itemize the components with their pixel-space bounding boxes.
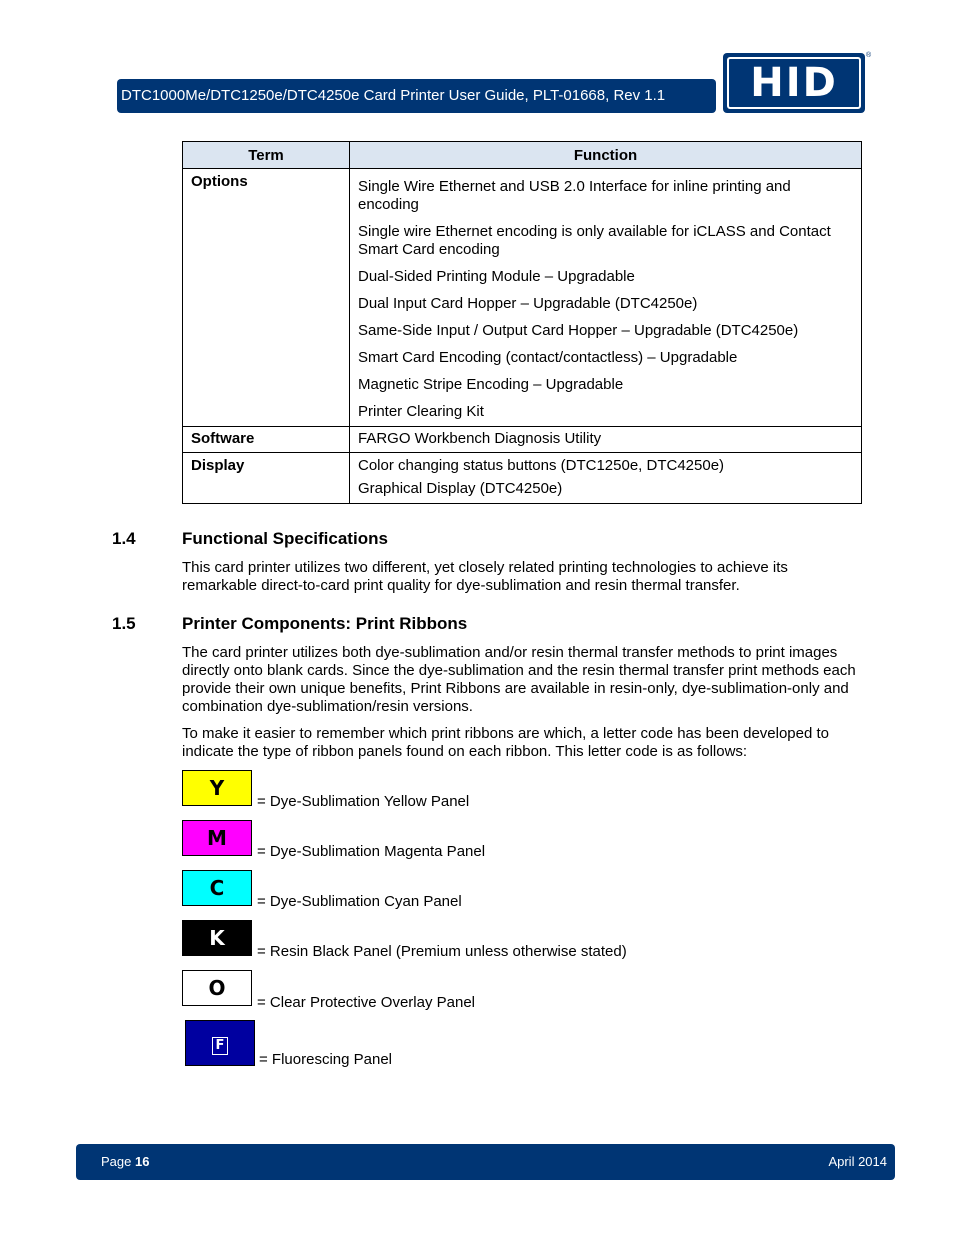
function-cell	[350, 169, 862, 427]
section-paragraph: The card printer utilizes both dye-sublimation and/or resin thermal transfer methods to print images directly onto blank cards. Since the dye-sublimation and the resin thermal transfer print methods each provide their own unique benefits, Print Ribbons are available in resin-only, dye-sublimation-only and combination dye-sublimation/resin versions.	[182, 644, 856, 715]
table-row	[183, 427, 862, 453]
registered-mark: ®	[866, 52, 872, 59]
term-cell: Software	[183, 427, 350, 453]
hid-logo-text: HID	[727, 57, 861, 109]
function-line: Magnetic Stripe Encoding – Upgradable	[358, 376, 624, 393]
panel-label: = Dye-Sublimation Magenta Panel	[257, 843, 486, 860]
function-line: Single Wire Ethernet and USB 2.0 Interface for inline printing and encoding	[358, 178, 791, 213]
panel-label: = Fluorescing Panel	[259, 1051, 392, 1068]
function-line: Single wire Ethernet encoding is only available for iCLASS and Contact Smart Card encoding	[358, 223, 831, 258]
table-row	[183, 453, 862, 504]
panel-label: = Dye-Sublimation Cyan Panel	[257, 893, 462, 910]
cyan-panel-swatch: C	[182, 870, 252, 906]
overlay-panel-swatch: O	[182, 970, 252, 1006]
panel-label: = Clear Protective Overlay Panel	[257, 994, 476, 1011]
function-line: Graphical Display (DTC4250e)	[358, 480, 563, 497]
column-header-function: Function	[350, 142, 862, 169]
fluorescing-letter: F	[212, 1037, 228, 1055]
section-paragraph: To make it easier to remember which print ribbons are which, a letter code has been developed to indicate the type of ribbon panels found on each ribbon. This letter code is as follows:	[182, 725, 830, 760]
term-cell: Display	[183, 453, 350, 504]
function-line: Dual-Sided Printing Module – Upgradable	[358, 268, 635, 285]
specifications-table	[182, 141, 862, 504]
table-row	[183, 169, 862, 427]
section-paragraph: This card printer utilizes two different, yet closely related printing technologies to achieve its remarkable direct-to-card print quality for dye-sublimation and resin thermal transfer.	[182, 559, 788, 594]
section-number: 1.5	[112, 614, 136, 633]
panel-label: = Dye-Sublimation Yellow Panel	[257, 793, 470, 810]
document-title: DTC1000Me/DTC1250e/DTC4250e Card Printer User Guide, PLT-01668, Rev 1.1	[121, 87, 666, 104]
term-cell: Options	[183, 169, 350, 427]
page-number: 16	[135, 1154, 150, 1169]
hid-logo	[723, 53, 865, 113]
column-header-term: Term	[183, 142, 350, 169]
section-heading: Functional Specifications	[182, 529, 388, 548]
function-line: Same-Side Input / Output Card Hopper – Upgradable (DTC4250e)	[358, 322, 799, 339]
publication-date: April 2014	[828, 1154, 887, 1169]
section-heading: Printer Components: Print Ribbons	[182, 614, 468, 633]
panel-label: = Resin Black Panel (Premium unless otherwise stated)	[257, 943, 627, 960]
page-footer	[76, 1144, 895, 1180]
black-panel-swatch: K	[182, 920, 252, 956]
document-header-bar	[117, 79, 716, 113]
function-cell	[350, 453, 862, 504]
fluorescing-panel-swatch	[185, 1020, 255, 1066]
function-line: Color changing status buttons (DTC1250e, DTC4250e)	[358, 457, 725, 474]
section-number: 1.4	[112, 529, 136, 548]
function-line: Printer Clearing Kit	[358, 403, 484, 420]
function-line: FARGO Workbench Diagnosis Utility	[358, 430, 602, 447]
function-cell	[350, 427, 862, 453]
function-line: Smart Card Encoding (contact/contactless) – Upgradable	[358, 349, 738, 366]
page-indicator	[101, 1154, 149, 1169]
yellow-panel-swatch: Y	[182, 770, 252, 806]
function-line: Dual Input Card Hopper – Upgradable (DTC4250e)	[358, 295, 698, 312]
magenta-panel-swatch: M	[182, 820, 252, 856]
page-label: Page	[101, 1154, 132, 1169]
